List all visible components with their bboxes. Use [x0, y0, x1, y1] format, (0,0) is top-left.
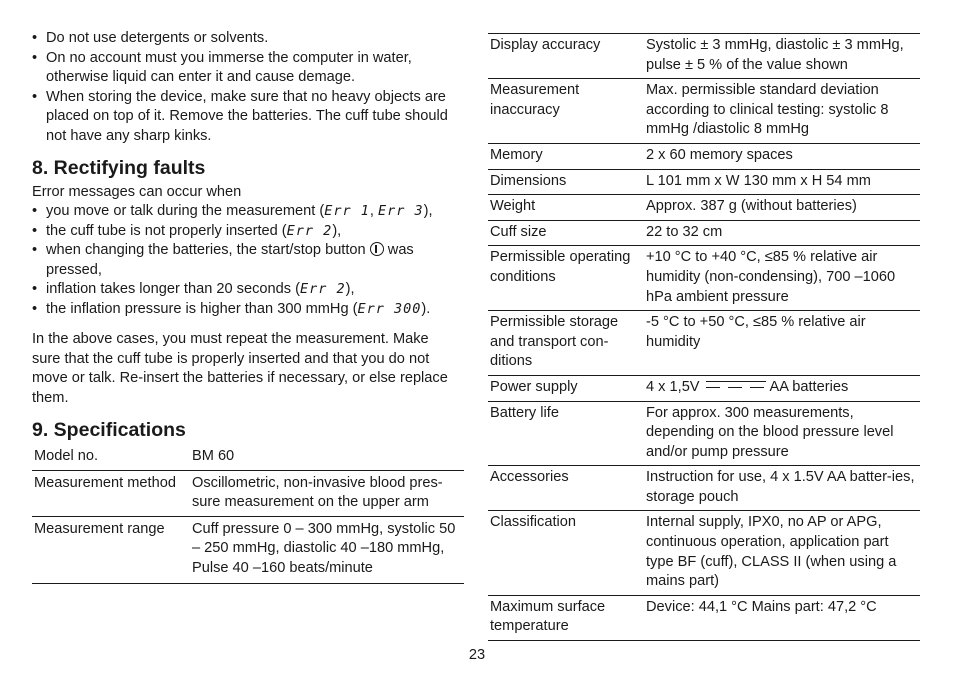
table-row: [488, 401, 920, 466]
spec-table-left: [32, 445, 464, 584]
list-item: [32, 202, 464, 222]
repeat-paragraph: In the above cases, you must repeat the measurement. Make sure that the cuff tube is properly inserted and that you do not move or talk. Re-insert the batteries if necessary, or else replace them.: [32, 331, 448, 406]
spec-value: Max. permissible standard deviation according to clinical testing: systolic 8 mmHg /diastolic 8 mmHg: [646, 82, 889, 138]
error-code: Err 1: [324, 203, 370, 219]
spec-key: Measurement range: [34, 520, 165, 537]
error-text: ),: [345, 281, 355, 298]
error-text: you move or talk during the measurement (: [46, 203, 325, 219]
spec-value: For approx. 300 measurements, depending on the blood pressure level and/or pump pressure: [646, 404, 894, 460]
spec-key: Classification: [490, 514, 576, 531]
error-code: Err 300: [357, 300, 422, 317]
voltage-text: 4 x 1,5V: [646, 378, 700, 395]
error-code: Err 2: [286, 222, 333, 239]
spec-value: [646, 375, 920, 401]
table-row: [32, 516, 464, 583]
section-heading-rectifying-faults: 8. Rectifying faults: [32, 157, 206, 179]
spec-value: -5 °C to +50 °C, ≤85 % relative air humidity: [646, 314, 866, 350]
table-row: [488, 143, 920, 169]
list-item: • When storing the device, make sure that no heavy objects are placed on top of it. Remove the batteries. The cuff tube should not have any sharp kinks.: [32, 88, 464, 147]
error-text: was pressed,: [46, 242, 414, 278]
table-row: [488, 375, 920, 401]
spec-key: Permissible storage and transport con-ditions: [490, 314, 619, 370]
spec-key: Memory: [490, 146, 543, 163]
battery-type-text: AA batteries: [769, 378, 849, 395]
spec-value: +10 °C to +40 °C, ≤85 % relative air humidity (non-condensing), 700 –1060 hPa ambient pressure: [646, 249, 896, 305]
table-row: [488, 511, 920, 595]
table-row: [32, 470, 464, 516]
spec-value: Oscillometric, non-invasive blood pres-sure measurement on the upper arm: [192, 474, 443, 511]
spec-key: Cuff size: [490, 223, 547, 240]
spec-value: 22 to 32 cm: [646, 223, 723, 240]
spec-key: Measurement method: [34, 474, 176, 491]
table-row: [488, 595, 920, 640]
spec-key: Accessories: [490, 469, 569, 486]
spec-key: Measurement inaccuracy: [490, 82, 580, 118]
section-heading-specifications: 9. Specifications: [32, 419, 186, 441]
spec-value: 2 x 60 memory spaces: [646, 146, 793, 163]
table-row: [488, 311, 920, 376]
dc-symbol-icon: [706, 381, 766, 391]
error-text: the inflation pressure is higher than 300 mmHg (: [46, 300, 358, 317]
list-item: [32, 280, 464, 300]
spec-value: Approx. 387 g (without batteries): [646, 198, 857, 215]
error-text: ),: [332, 222, 342, 239]
table-row: [488, 169, 920, 195]
list-item: • On no account must you immerse the computer in water, otherwise liquid can enter it and cause demage.: [32, 49, 464, 88]
power-button-icon: [370, 242, 384, 256]
list-item: [32, 300, 464, 320]
spec-key: Model no.: [34, 448, 99, 464]
spec-value: Systolic ± 3 mmHg, diastolic ± 3 mmHg, pulse ± 5 % of the value shown: [646, 37, 904, 73]
error-text: ),: [423, 203, 433, 219]
error-text: inflation takes longer than 20 seconds (: [46, 281, 300, 298]
list-item: • Do not use detergents or solvents.: [32, 29, 464, 49]
spec-value: BM 60: [192, 448, 235, 464]
spec-key: Battery life: [490, 404, 559, 421]
spec-key: Dimensions: [490, 172, 567, 189]
table-row: [488, 195, 920, 221]
error-text: ).: [421, 300, 431, 317]
spec-key: Weight: [490, 198, 536, 215]
spec-key: Power supply: [490, 378, 578, 395]
spec-key: Display accuracy: [490, 37, 601, 53]
table-row: [488, 246, 920, 311]
spec-key: Permissible operating conditions: [490, 249, 631, 285]
error-code: Err 2: [299, 281, 346, 298]
spec-value: Internal supply, IPX0, no AP or APG, continuous operation, application part type BF (cuff), CLASS II (when using a mains part): [646, 514, 897, 590]
spec-value: Instruction for use, 4 x 1.5V AA batter-ies, storage pouch: [646, 469, 915, 505]
spec-value: L 101 mm x W 130 mm x H 54 mm: [646, 172, 871, 189]
list-item: [32, 222, 464, 242]
separator: ,: [369, 203, 378, 219]
table-row: [488, 220, 920, 246]
spec-key: Maximum surface temperature: [490, 598, 606, 635]
list-item: [32, 241, 464, 280]
table-row: [488, 34, 920, 79]
table-row: [488, 79, 920, 144]
error-list: [32, 202, 464, 320]
error-text: the cuff tube is not properly inserted (: [46, 222, 287, 239]
care-bullets: [32, 29, 464, 147]
table-row: [32, 445, 464, 470]
error-intro: Error messages can occur when: [32, 184, 242, 200]
error-code: Err 3: [377, 203, 424, 219]
spec-value: Cuff pressure 0 – 300 mmHg, systolic 50 – 250 mmHg, diastolic 40 –180 mmHg, Pulse 40 –160 beats/minute: [192, 520, 456, 576]
spec-table-right: [488, 33, 920, 641]
table-row: [488, 466, 920, 511]
page-number: 23: [468, 647, 486, 663]
spec-value: Device: 44,1 °C Mains part: 47,2 °C: [646, 598, 877, 615]
error-text: when changing the batteries, the start/stop button: [46, 242, 366, 259]
